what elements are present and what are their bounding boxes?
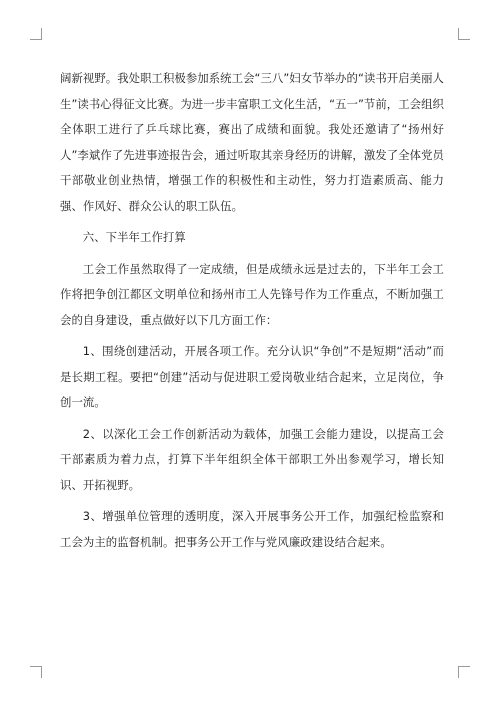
corner-mark-bottom-right [458, 666, 470, 678]
paragraph-activities-continued: 阔新视野。我处职工积极参加系统工会“三八”妇女节举办的“读书开启美丽人生”读书心得征文比赛。为进一步丰富职工文化生活，“五一”节前，工会组织全体职工进行了乒乓球比赛，赛出了成绩和面貌。我处还邀请了“扬州好人”李斌作了先进事迹报告会，通过听取其亲身经历的讲解，激发了全体党员干部敬业创业热情，增强工作的积极性和主动性，努力打造素质高、能力强、作风好、群众公认的职工队伍。 [60, 71, 444, 213]
corner-mark-bottom-left [30, 666, 42, 678]
paragraph-plan-intro: 工会工作虽然取得了一定成绩，但是成绩永远是过去的，下半年工会工作将把争创江都区文明单位和扬州市工人先锋号作为工作重点，不断加强工会的自身建设，重点做好以下几方面工作： [60, 261, 444, 327]
corner-mark-top-right [458, 28, 470, 40]
paragraph-plan-item-1: 1、围绕创建活动，开展各项工作。充分认识“争创”不是短期“活动”而是长期工程。要把“创建”活动与促进职工爱岗敬业结合起来，立足岗位，争创一流。 [60, 344, 444, 409]
paragraph-plan-item-2: 2、以深化工会工作创新活动为载体，加强工会能力建设，以提高工会干部素质为着力点，打算下半年组织全体干部职工外出参观学习，增长知识、开拓视野。 [60, 426, 444, 492]
section-heading-second-half-plan: 六、下半年工作打算 [82, 230, 186, 244]
corner-mark-top-left [30, 28, 42, 40]
document-body [60, 66, 444, 561]
paragraph-plan-item-3: 3、增强单位管理的透明度，深入开展事务公开工作，加强纪检监察和工会为主的监督机制。把事务公开工作与党风廉政建设结合起来。 [60, 509, 444, 549]
